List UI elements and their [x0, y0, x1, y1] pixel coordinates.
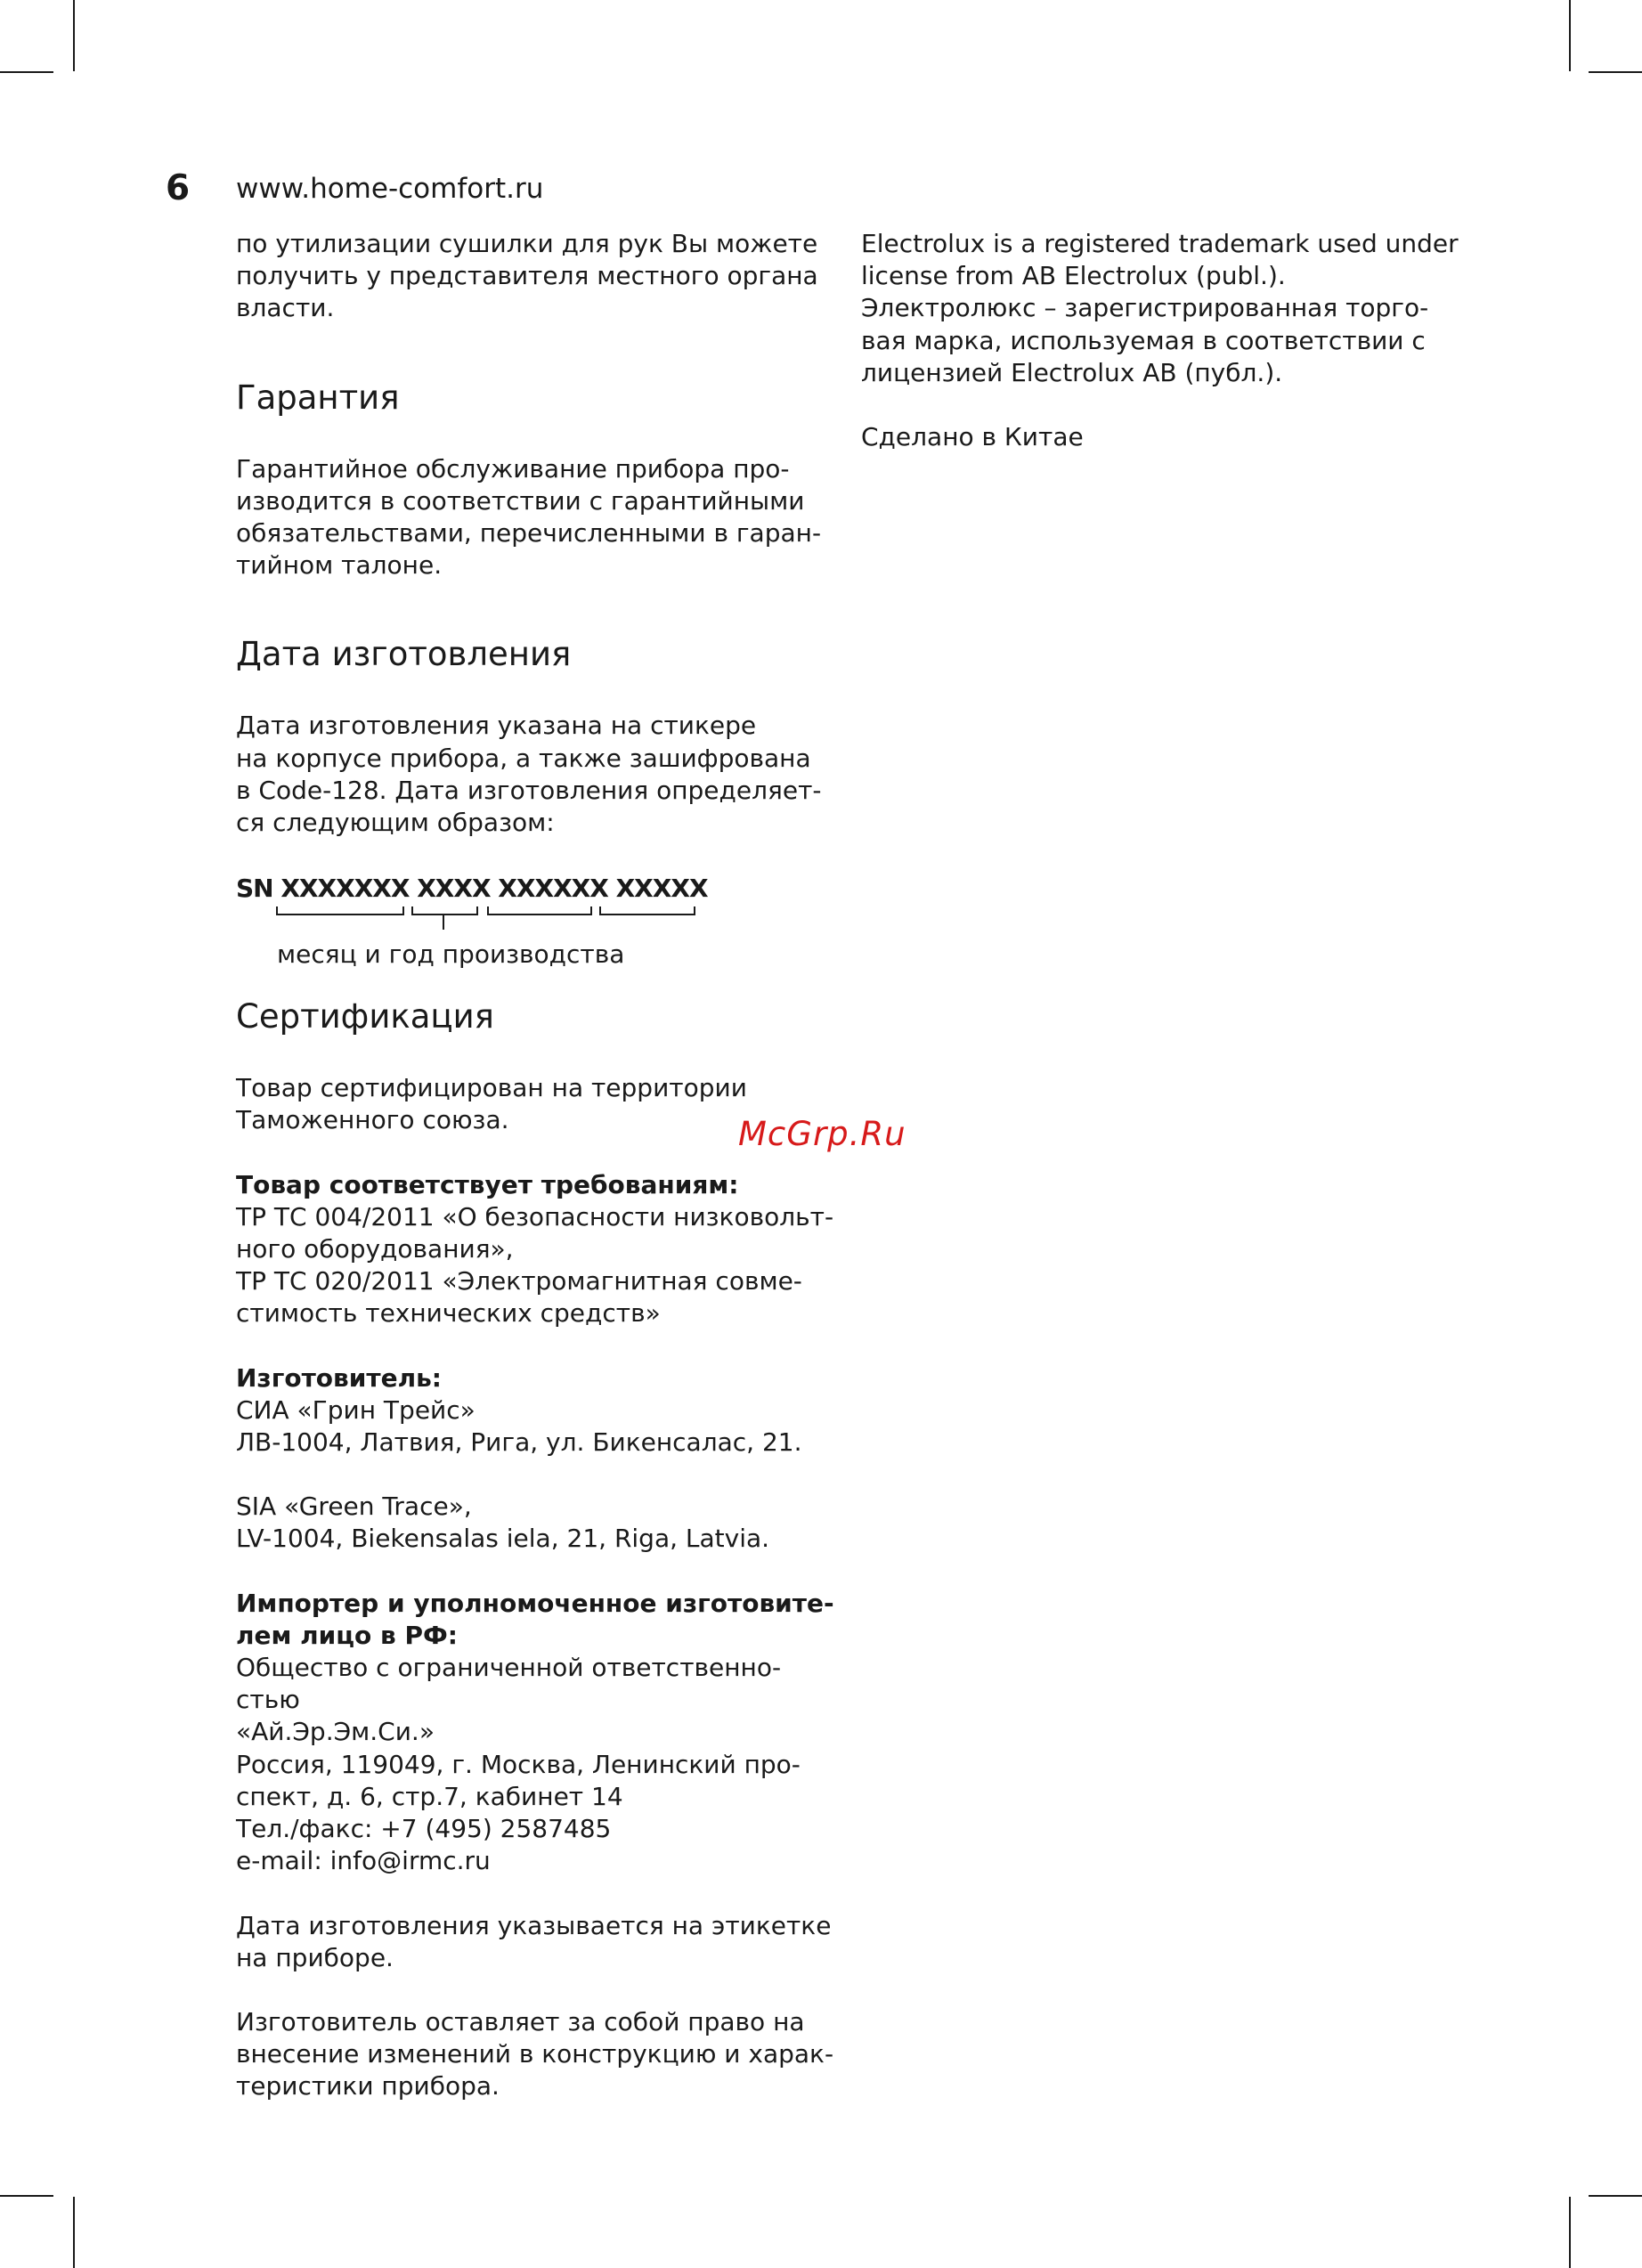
watermark: McGrp.Ru [738, 1115, 906, 1153]
right-column [861, 228, 1484, 453]
serial-number-diagram [236, 871, 841, 976]
crop-mark-top-right [1569, 0, 1571, 71]
bracket-segment-3 [487, 906, 592, 915]
serial-number-caption: месяц и год производства [277, 939, 625, 970]
trademark-paragraph: Electrolux is a registered trademark used under license from AB Electrolux (publ.). Электролюкс – зарегистрированная торго- вая марка, используемая в соответствии с лицензией Electrolux AB (публ.). [861, 229, 1459, 387]
crop-mark-bottom-left-h [0, 2195, 53, 2197]
bracket-tick [443, 915, 444, 930]
manufacturer-title: Изготовитель: [236, 1362, 442, 1393]
crop-mark-bottom-right [1569, 2197, 1571, 2268]
bracket-segment-4 [599, 906, 695, 915]
importer-email: e-mail: info@irmc.ru [236, 1846, 491, 1876]
crop-mark-bottom-left [73, 2197, 75, 2268]
crop-mark-top-right-h [1589, 71, 1642, 73]
requirements-title: Товар соответствует требованиям: [236, 1169, 739, 1199]
crop-mark-bottom-right-h [1589, 2195, 1642, 2197]
importer-title-line-1: Импортер и уполномоченное изготовите- [236, 1588, 834, 1618]
origin-text: Сделано в Китае [861, 422, 1084, 452]
label-note-paragraph: Дата изготовления указывается на этикетке на приборе. [236, 1910, 832, 1972]
left-column [236, 228, 841, 2103]
importer-title-line-2: лем лицо в РФ: [236, 1620, 458, 1650]
manufacture-date-heading: Дата изготовления [236, 635, 572, 674]
crop-mark-top-left [73, 0, 75, 71]
site-url: www.home-comfort.ru [236, 173, 544, 205]
page-number: 6 [166, 168, 191, 208]
manufacture-date-paragraph: Дата изготовления указана на стикере на корпусе прибора, а также зашифрована в Code-128. Дата изготовления определяет- ся следующим образом: [236, 711, 822, 838]
importer-block: Импортер и уполномоченное изготовите- лем лицо в РФ: Общество с ограниченной ответственно- стью «Ай.Эр.Эм.Си.» Россия, 119049, г. Москва, Ленинский про- спект, д. 6, стр.7, кабинет 14 Тел./факс: +7 (495) 2587485 e-mail: info@irmc.ru [236, 1588, 841, 1878]
requirements-block: Товар соответствует требованиям: ТР ТС 004/2011 «О безопасности низковольт- ного оборудования», ТР ТС 020/2011 «Электромагнитная совме- стимость технических средств» [236, 1169, 841, 1330]
manufacturer-block: Изготовитель: СИА «Грин Трейс» ЛВ-1004, Латвия, Рига, ул. Бикенсалас, 21. [236, 1362, 841, 1459]
certification-heading: Сертификация [236, 997, 494, 1036]
rights-note-paragraph: Изготовитель оставляет за собой право на внесение изменений в конструкцию и харак- теристики прибора. [236, 2006, 834, 2101]
serial-number-code: SN XXXXXXX XXXX XXXXXX XXXXX [236, 874, 708, 904]
crop-mark-top-left-h [0, 71, 53, 73]
warranty-paragraph: Гарантийное обслуживание прибора про- изводится в соответствии с гарантийными обязательствами, перечисленными в гаран- тийном талоне. [236, 453, 822, 581]
warranty-heading: Гарантия [236, 378, 400, 417]
bracket-segment-1 [276, 906, 404, 915]
disposal-paragraph: по утилизации сушилки для рук Вы можете получить у представителя местного органа власти. [236, 229, 818, 323]
certification-paragraph: Товар сертифицирован на территории Таможенного союза. [236, 1073, 747, 1135]
manufacturer-latin-block: SIA «Green Trace», LV-1004, Biekensalas iela, 21, Riga, Latvia. [236, 1492, 770, 1554]
bracket-segment-2 [411, 906, 478, 915]
